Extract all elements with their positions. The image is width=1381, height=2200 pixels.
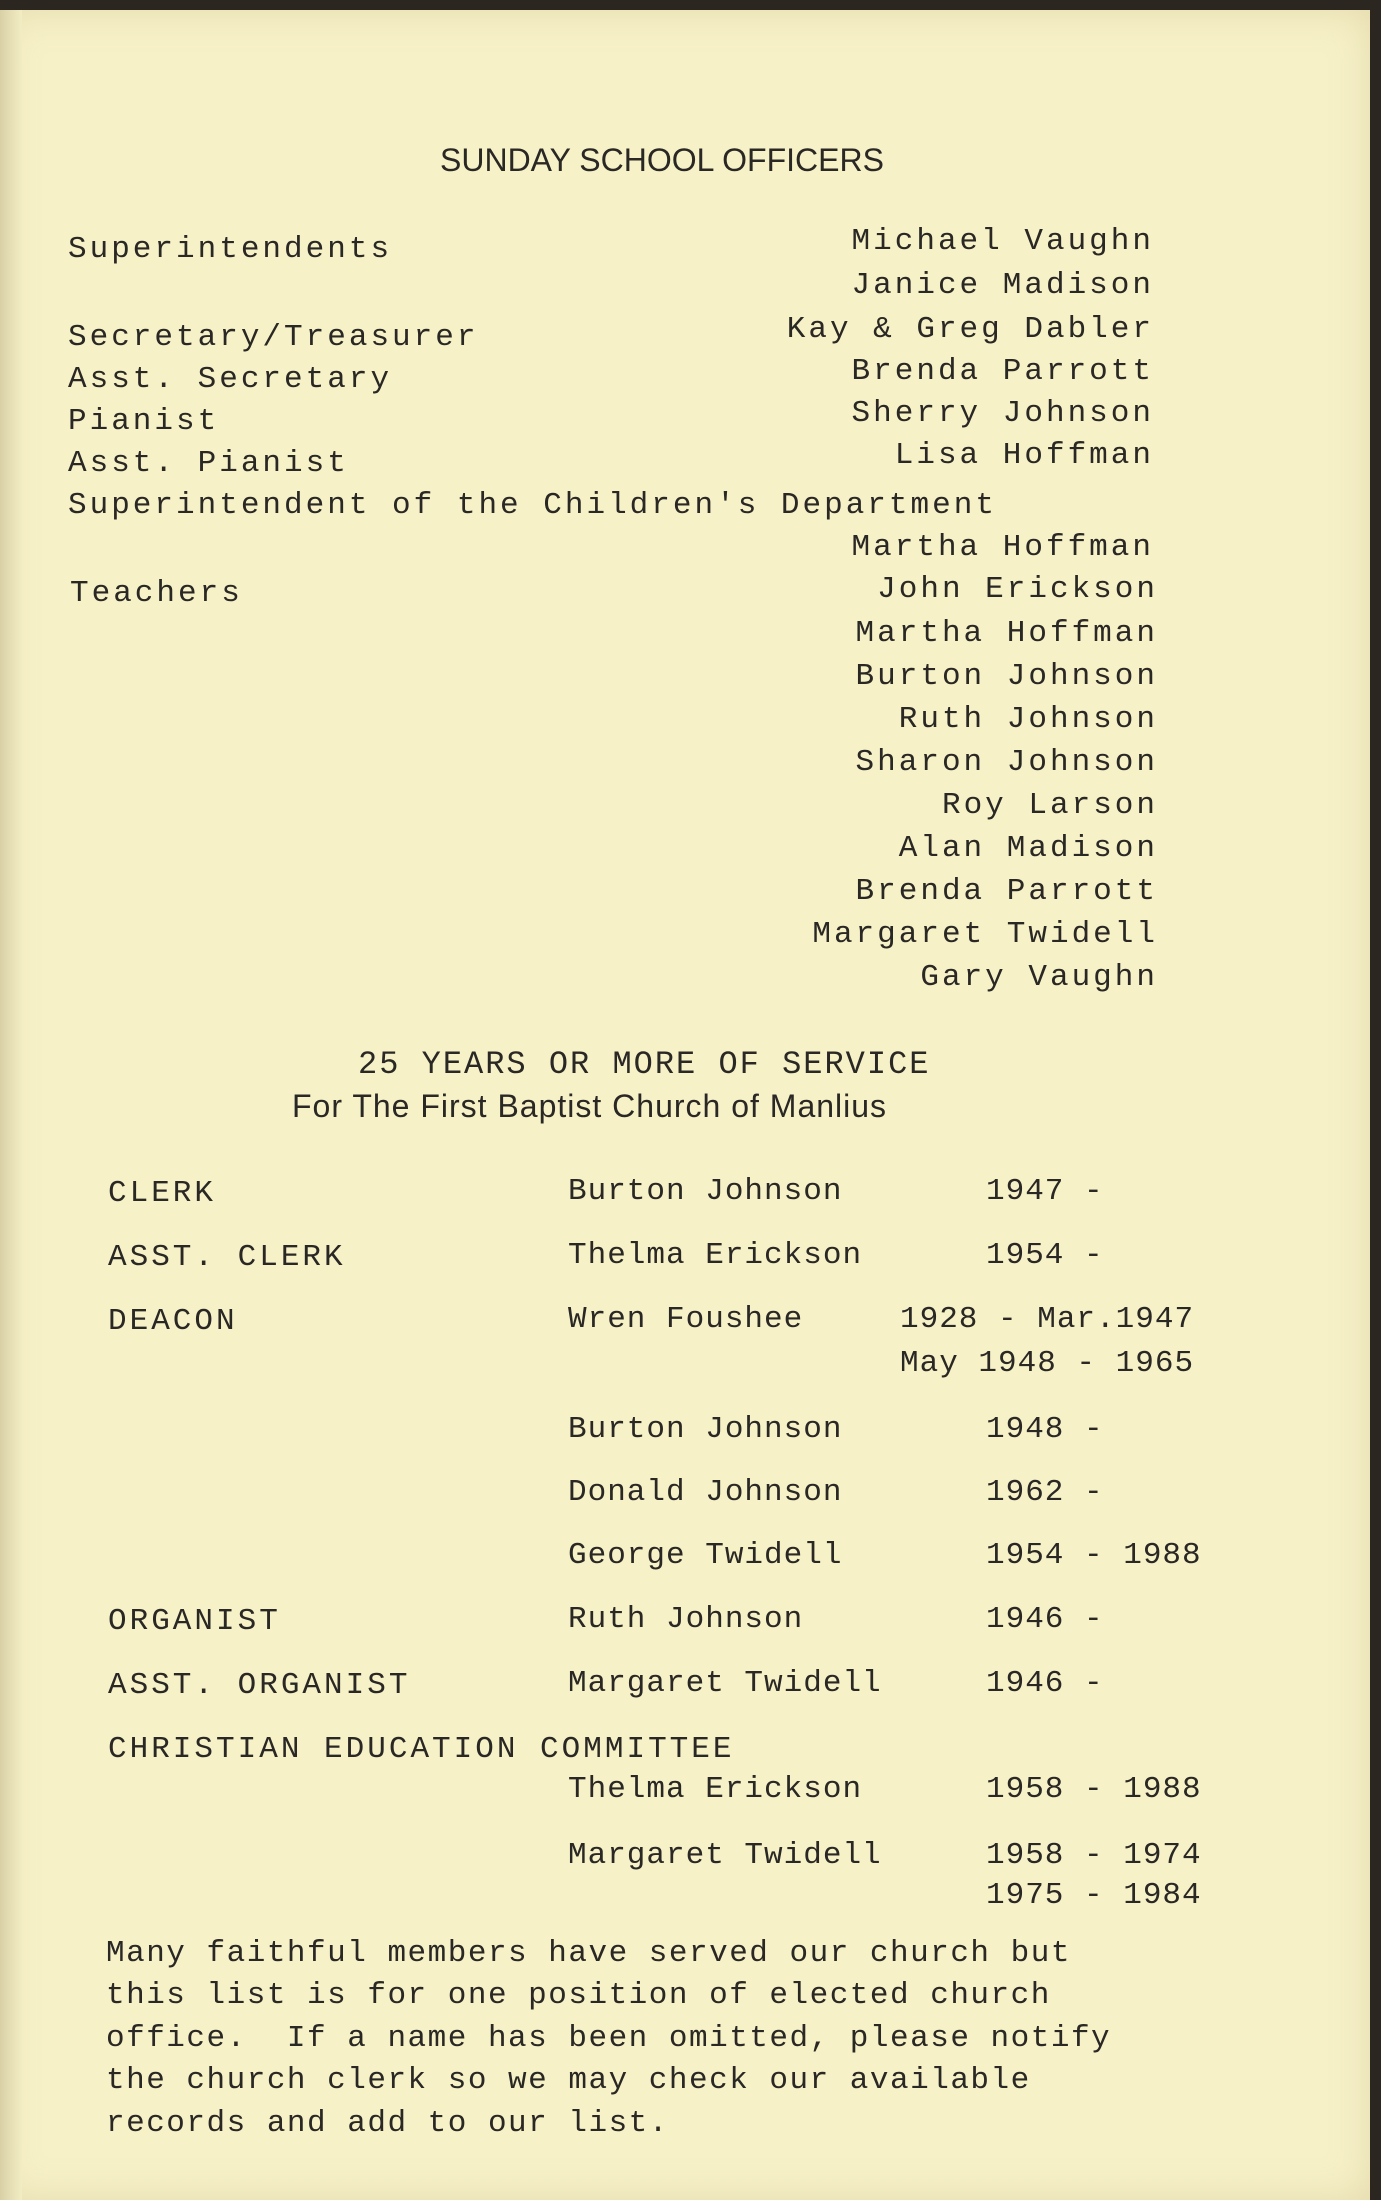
footer-line: records and add to our list.	[106, 2106, 669, 2141]
teacher-name: Martha Hoffman	[855, 616, 1158, 651]
officer-name: Lisa Hoffman	[894, 438, 1154, 473]
page-spine	[0, 10, 22, 2200]
teacher-name: Alan Madison	[898, 831, 1158, 866]
service-role: DEACON	[108, 1304, 238, 1339]
service-subtitle: For The First Baptist Church of Manlius	[292, 1088, 888, 1124]
service-role: ORGANIST	[108, 1604, 281, 1639]
service-role: CLERK	[108, 1176, 217, 1211]
service-years: 1962 -	[986, 1475, 1104, 1510]
service-name: Margaret Twidell	[568, 1666, 882, 1701]
service-name: Donald Johnson	[568, 1475, 843, 1510]
teacher-name: Sharon Johnson	[855, 745, 1158, 780]
service-years: May 1948 - 1965	[900, 1346, 1195, 1381]
service-role: ASST. ORGANIST	[108, 1668, 411, 1703]
service-name: Wren Foushee	[568, 1302, 804, 1337]
service-name: Thelma Erickson	[568, 1772, 863, 1807]
role-asst-secretary: Asst. Secretary	[68, 362, 393, 397]
service-role: ASST. CLERK	[108, 1240, 346, 1275]
role-children-superintendent: Superintendent of the Children's Department	[68, 488, 997, 523]
footer-line: this list is for one position of elected church	[106, 1978, 1051, 2013]
officer-name: Janice Madison	[851, 268, 1154, 303]
role-superintendents: Superintendents	[68, 232, 393, 267]
role-pianist: Pianist	[68, 404, 220, 439]
officer-name: Brenda Parrott	[851, 354, 1154, 389]
service-years: 1954 -	[986, 1238, 1104, 1273]
service-name: Margaret Twidell	[568, 1838, 882, 1873]
officer-name: Kay & Greg Dabler	[786, 312, 1154, 347]
service-years: 1948 -	[986, 1412, 1104, 1447]
teacher-name: Roy Larson	[941, 788, 1158, 823]
role-secretary-treasurer: Secretary/Treasurer	[68, 320, 479, 355]
officer-name: Michael Vaughn	[851, 224, 1154, 259]
teacher-name: Brenda Parrott	[855, 874, 1158, 909]
teacher-name: Burton Johnson	[855, 659, 1158, 694]
role-teachers: Teachers	[70, 576, 243, 611]
teacher-name: Ruth Johnson	[898, 702, 1158, 737]
service-years: 1946 -	[986, 1666, 1104, 1701]
footer-line: Many faithful members have served our church but	[106, 1936, 1071, 1971]
service-title: 25 YEARS OR MORE OF SERVICE	[358, 1046, 931, 1083]
service-years: 1954 - 1988	[986, 1538, 1202, 1573]
service-name: Burton Johnson	[568, 1174, 843, 1209]
teacher-name: John Erickson	[877, 572, 1158, 607]
service-years: 1958 - 1974	[986, 1838, 1202, 1873]
service-name: Burton Johnson	[568, 1412, 843, 1447]
footer-line: the church clerk so we may check our available	[106, 2063, 1031, 2098]
footer-line: office. If a name has been omitted, please notify	[106, 2021, 1112, 2056]
officer-name: Sherry Johnson	[851, 396, 1154, 431]
service-name: Thelma Erickson	[568, 1238, 863, 1273]
service-years: 1946 -	[986, 1602, 1104, 1637]
teacher-name: Margaret Twidell	[812, 917, 1158, 952]
service-years: 1947 -	[986, 1174, 1104, 1209]
teacher-name: Gary Vaughn	[920, 960, 1158, 995]
role-asst-pianist: Asst. Pianist	[68, 446, 349, 481]
service-name: George Twidell	[568, 1538, 843, 1573]
document-page	[0, 10, 1370, 2200]
service-years: 1928 - Mar.1947	[900, 1302, 1195, 1337]
service-name: Ruth Johnson	[568, 1602, 804, 1637]
sunday-school-title: SUNDAY SCHOOL OFFICERS	[440, 142, 884, 178]
officer-name: Martha Hoffman	[851, 530, 1154, 565]
service-role: CHRISTIAN EDUCATION COMMITTEE	[108, 1732, 735, 1767]
service-years: 1958 - 1988	[986, 1772, 1202, 1807]
service-years: 1975 - 1984	[986, 1878, 1202, 1913]
